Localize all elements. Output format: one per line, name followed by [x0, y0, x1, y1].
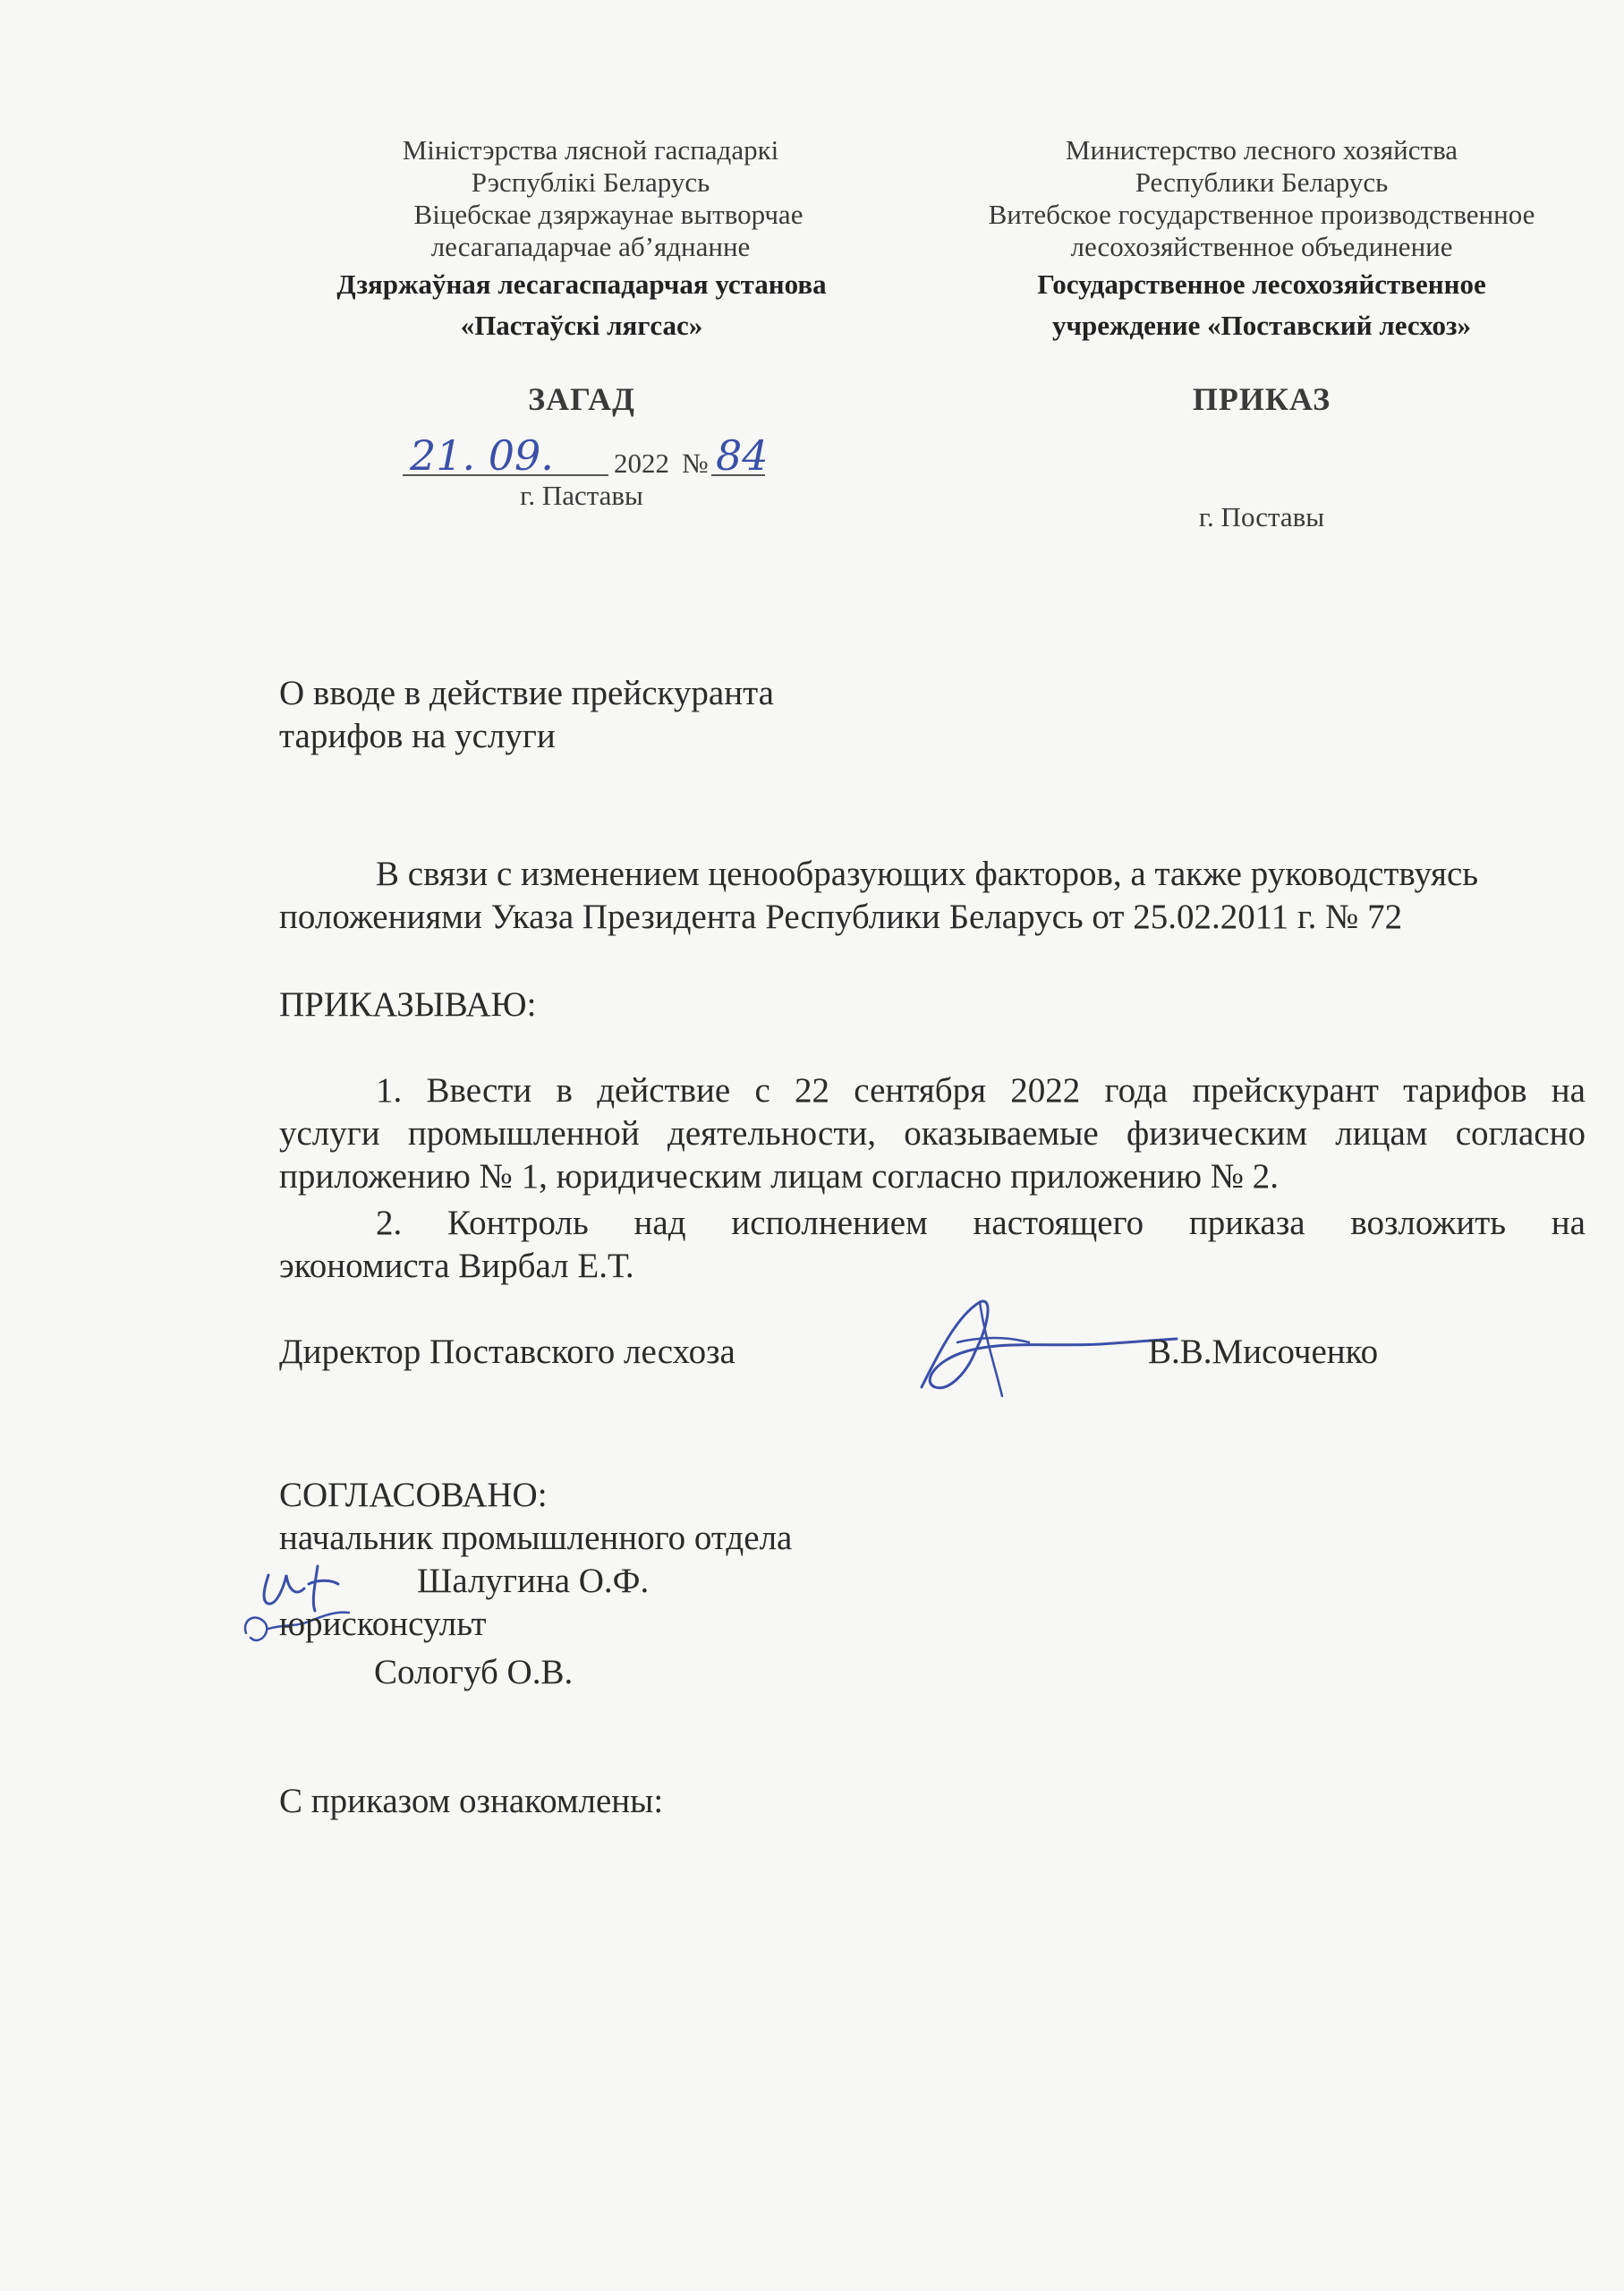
header-left-association-1: Віцебскае дзяржаунае вытворчае	[413, 199, 803, 230]
header-left-year: 2022	[614, 447, 669, 479]
approval-title: СОГЛАСОВАНО:	[279, 1476, 548, 1514]
header-left-republic: Рэспублікі Беларусь	[471, 166, 710, 198]
item-1-line-3: приложению № 1, юридическим лицам согласно приложению № 2.	[279, 1157, 1280, 1196]
header-left-institution-1: Дзяржаўная лесагаспадарчая установа	[336, 268, 827, 300]
signature-name: В.В.Мисоченко	[1148, 1333, 1379, 1371]
date-underline	[403, 474, 608, 476]
preamble-line-2: положениями Указа Президента Республики Беларусь от 25.02.2011 г. № 72	[279, 898, 1403, 936]
header-left-doc-type: ЗАГАД	[528, 381, 635, 417]
approval-name-1: Шалугина О.Ф.	[417, 1562, 650, 1600]
item-2-line-1: 2. Контроль над исполнением настоящего приказа возложить на	[376, 1204, 1586, 1242]
subject-line-2: тарифов на услуги	[279, 717, 556, 755]
header-right-republic: Республики Беларусь	[1135, 166, 1389, 198]
header-left-institution-2: «Пастаўскі лягсас»	[460, 310, 703, 341]
subject-line-1: О вводе в действие прейскуранта	[279, 674, 774, 712]
header-right-association-2: лесохозяйственное объединение	[1070, 231, 1453, 262]
header-left-ministry: Міністэрства лясной гаспадаркі	[402, 134, 779, 166]
signature-position: Директор Поставского лесхоза	[279, 1333, 735, 1371]
date-handwritten: 21. 09.	[410, 431, 554, 480]
header-left-city: г. Паставы	[520, 480, 643, 511]
header-right-association-1: Витебское государственное производственное	[988, 199, 1535, 230]
header-right-city: г. Поставы	[1198, 501, 1325, 532]
header-right-institution-2: учреждение «Поставский лесхоз»	[1052, 310, 1471, 341]
header-right-doc-type: ПРИКАЗ	[1192, 381, 1331, 417]
order-number-handwritten: 84	[716, 431, 769, 480]
approval-role-2: юрисконсульт	[279, 1605, 487, 1643]
header-left-number-sign: №	[682, 447, 709, 479]
header-left-association-2: лесагападарчае аб’яднанне	[430, 231, 751, 262]
header-right-ministry: Министерство лесного хозяйства	[1065, 134, 1458, 166]
approval-name-2: Сологуб О.В.	[374, 1653, 574, 1691]
number-underline	[711, 474, 765, 476]
director-signature-icon	[895, 1289, 1190, 1405]
order-word: ПРИКАЗЫВАЮ:	[279, 985, 537, 1024]
item-1-line-2: услуги промышленной деятельности, оказываемые физическим лицам согласно	[279, 1114, 1586, 1153]
header-right-institution-1: Государственное лесохозяйственное	[1037, 268, 1486, 300]
preamble-line-1: В связи с изменением ценообразующих факторов, а также руководствуясь	[376, 855, 1479, 893]
approval-role-1: начальник промышленного отдела	[279, 1519, 793, 1557]
acquainted-label: С приказом ознакомлены:	[279, 1782, 664, 1820]
item-2-line-2: экономиста Вирбал Е.Т.	[279, 1247, 634, 1285]
item-1-line-1: 1. Ввести в действие с 22 сентября 2022 года прейскурант тарифов на	[376, 1071, 1586, 1110]
